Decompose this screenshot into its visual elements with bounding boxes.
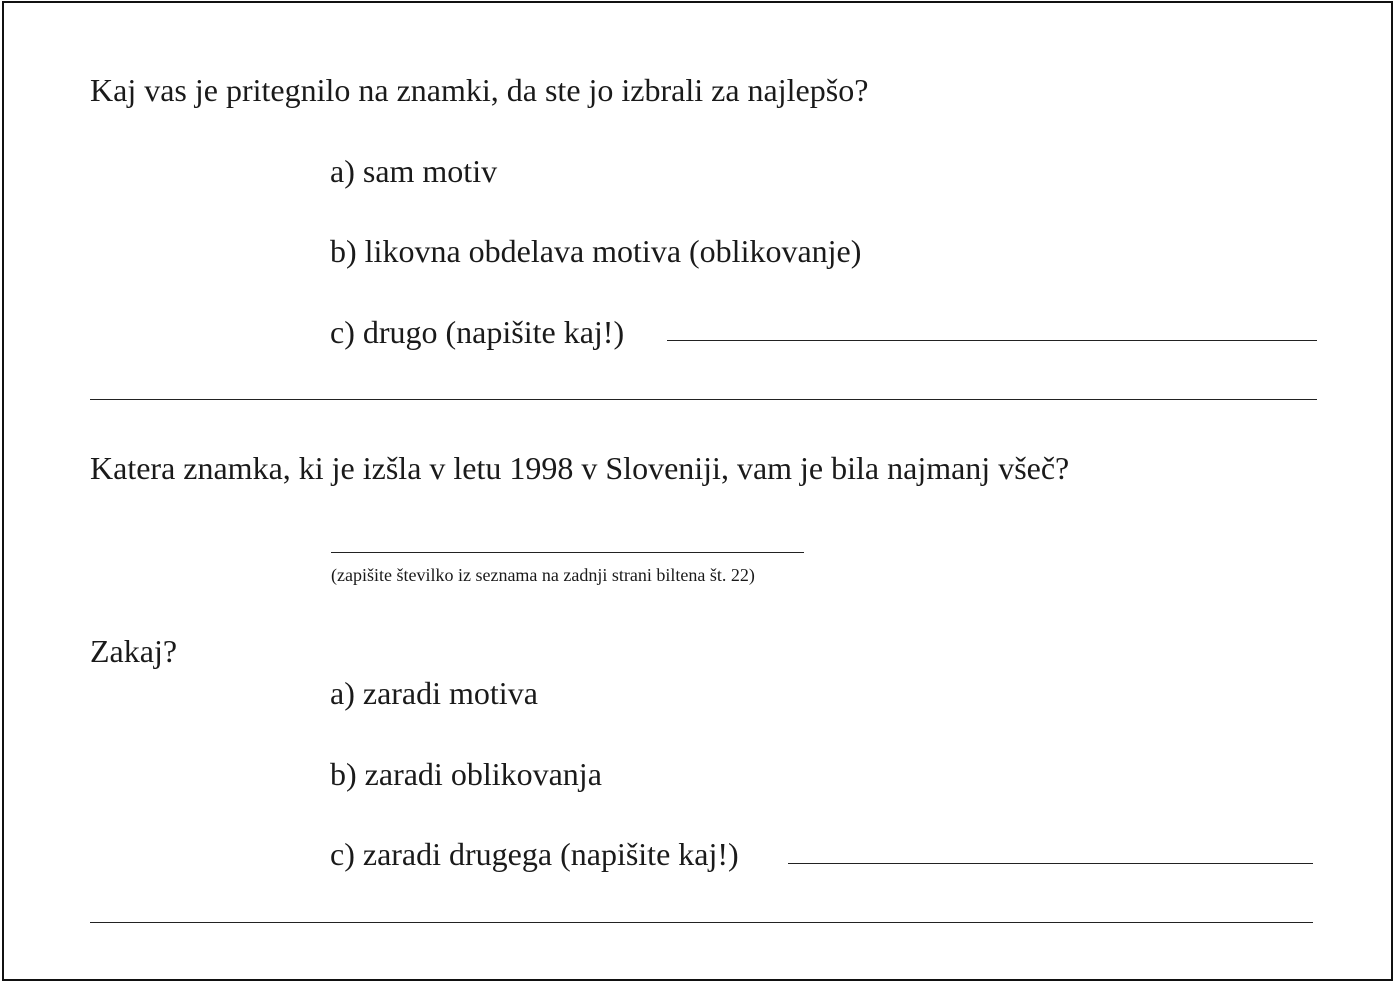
q3-answer-line-full[interactable]	[90, 922, 1313, 923]
q2-hint: (zapišite številko iz seznama na zadnji strani biltena št. 22)	[331, 565, 755, 585]
q3-option-a: a) zaradi motiva	[330, 675, 538, 711]
q1-option-a: a) sam motiv	[330, 153, 498, 189]
q3-option-c: c) zaradi drugega (napišite kaj!)	[330, 836, 739, 872]
question-1: Kaj vas je pritegnilo na znamki, da ste jo izbrali za najlepšo?	[90, 72, 869, 108]
page-border	[2, 1, 1393, 981]
q1-option-c: c) drugo (napišite kaj!)	[330, 314, 625, 350]
q3-option-b: b) zaradi oblikovanja	[330, 756, 602, 792]
q1-other-answer-line[interactable]	[667, 340, 1317, 341]
q3-other-answer-line[interactable]	[788, 863, 1313, 864]
question-2: Katera znamka, ki je izšla v letu 1998 v Sloveniji, vam je bila najmanj všeč?	[90, 450, 1070, 486]
q2-answer-line[interactable]	[331, 552, 804, 553]
q1-option-b: b) likovna obdelava motiva (oblikovanje)	[330, 233, 862, 269]
q1-answer-line-full[interactable]	[90, 399, 1317, 400]
question-3: Zakaj?	[90, 633, 178, 669]
